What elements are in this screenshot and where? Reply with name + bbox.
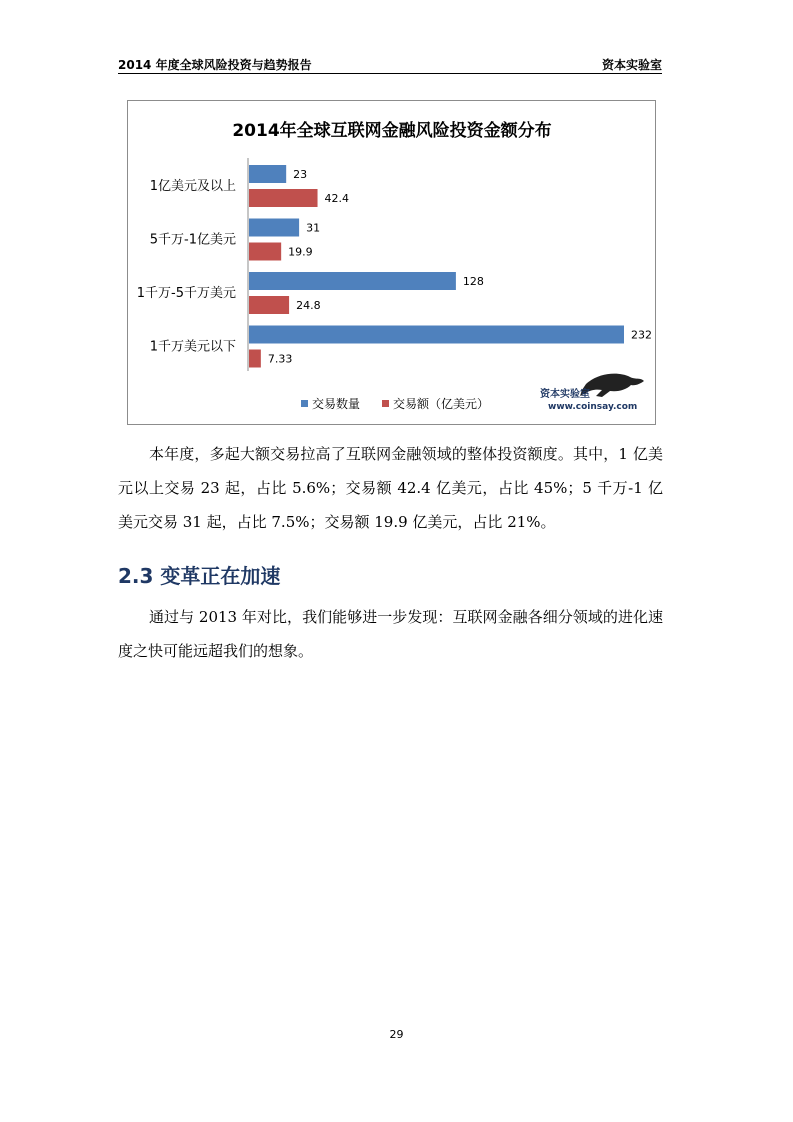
section-heading: 2.3 变革正在加速: [118, 564, 281, 588]
bar-deal-amount: [249, 189, 318, 207]
brand-name: 资本实验室: [601, 58, 662, 72]
data-label: 19.9: [288, 245, 313, 259]
category-label: 1千万-5千万美元: [136, 285, 236, 301]
bars-group: [137, 165, 652, 368]
page-number: 29: [389, 1028, 404, 1041]
data-label: 232: [631, 328, 652, 342]
legend-swatch-series1: [301, 400, 308, 407]
category-label: 1亿美元及以上: [149, 178, 236, 194]
legend-swatch-series2: [382, 400, 389, 407]
legend-label-series1: 交易数量: [312, 397, 361, 411]
header-divider: [118, 73, 662, 74]
paragraph-1: [118, 437, 663, 539]
chart-canvas: [128, 101, 655, 424]
watermark-logo: [540, 374, 644, 412]
page-header: [118, 56, 662, 74]
category-label: 5千万-1亿美元: [149, 232, 236, 248]
bar-deal-count: [249, 219, 299, 237]
bar-deal-amount: [249, 296, 289, 314]
paragraph-2: [118, 600, 663, 668]
data-label: 23: [293, 168, 308, 181]
category-label: 1千万美元以下: [149, 339, 236, 355]
bar-deal-count: [249, 326, 624, 344]
bar-deal-count: [249, 272, 456, 290]
data-label: 128: [462, 275, 484, 288]
data-label: 31: [306, 221, 321, 235]
paragraph-1-text: 本年度，多起大额交易拉高了互联网金融领域的整体投资额度。其中，1 亿美元以上交易 23 起，占比 5.6%；交易额 42.4 亿美元，占比 45%；5 千万-1 亿美元交易 31 起，占比 7.5%；交易额 19.9 亿美元，占比 21%。: [118, 445, 663, 531]
chart-legend: [301, 396, 489, 411]
data-label: 24.8: [296, 299, 321, 312]
bar-chart: [127, 100, 656, 425]
legend-label-series2: 交易额（亿美元）: [393, 397, 490, 411]
watermark-url: www.coinsay.com: [548, 402, 638, 412]
chart-title: 2014年全球互联网金融风险投资金额分布: [232, 121, 552, 141]
watermark-name: 资本实验室: [540, 389, 590, 400]
bar-deal-amount: [249, 243, 281, 261]
data-label: 42.4: [324, 192, 350, 205]
paragraph-2-text: 通过与 2013 年对比，我们能够进一步发现：互联网金融各细分领域的进化速度之快可能远超我们的想象。: [118, 608, 663, 660]
report-title: 2014 年度全球风险投资与趋势报告: [118, 58, 312, 72]
bar-deal-amount: [249, 350, 261, 368]
data-label: 7.33: [267, 352, 293, 366]
bar-deal-count: [249, 165, 286, 183]
